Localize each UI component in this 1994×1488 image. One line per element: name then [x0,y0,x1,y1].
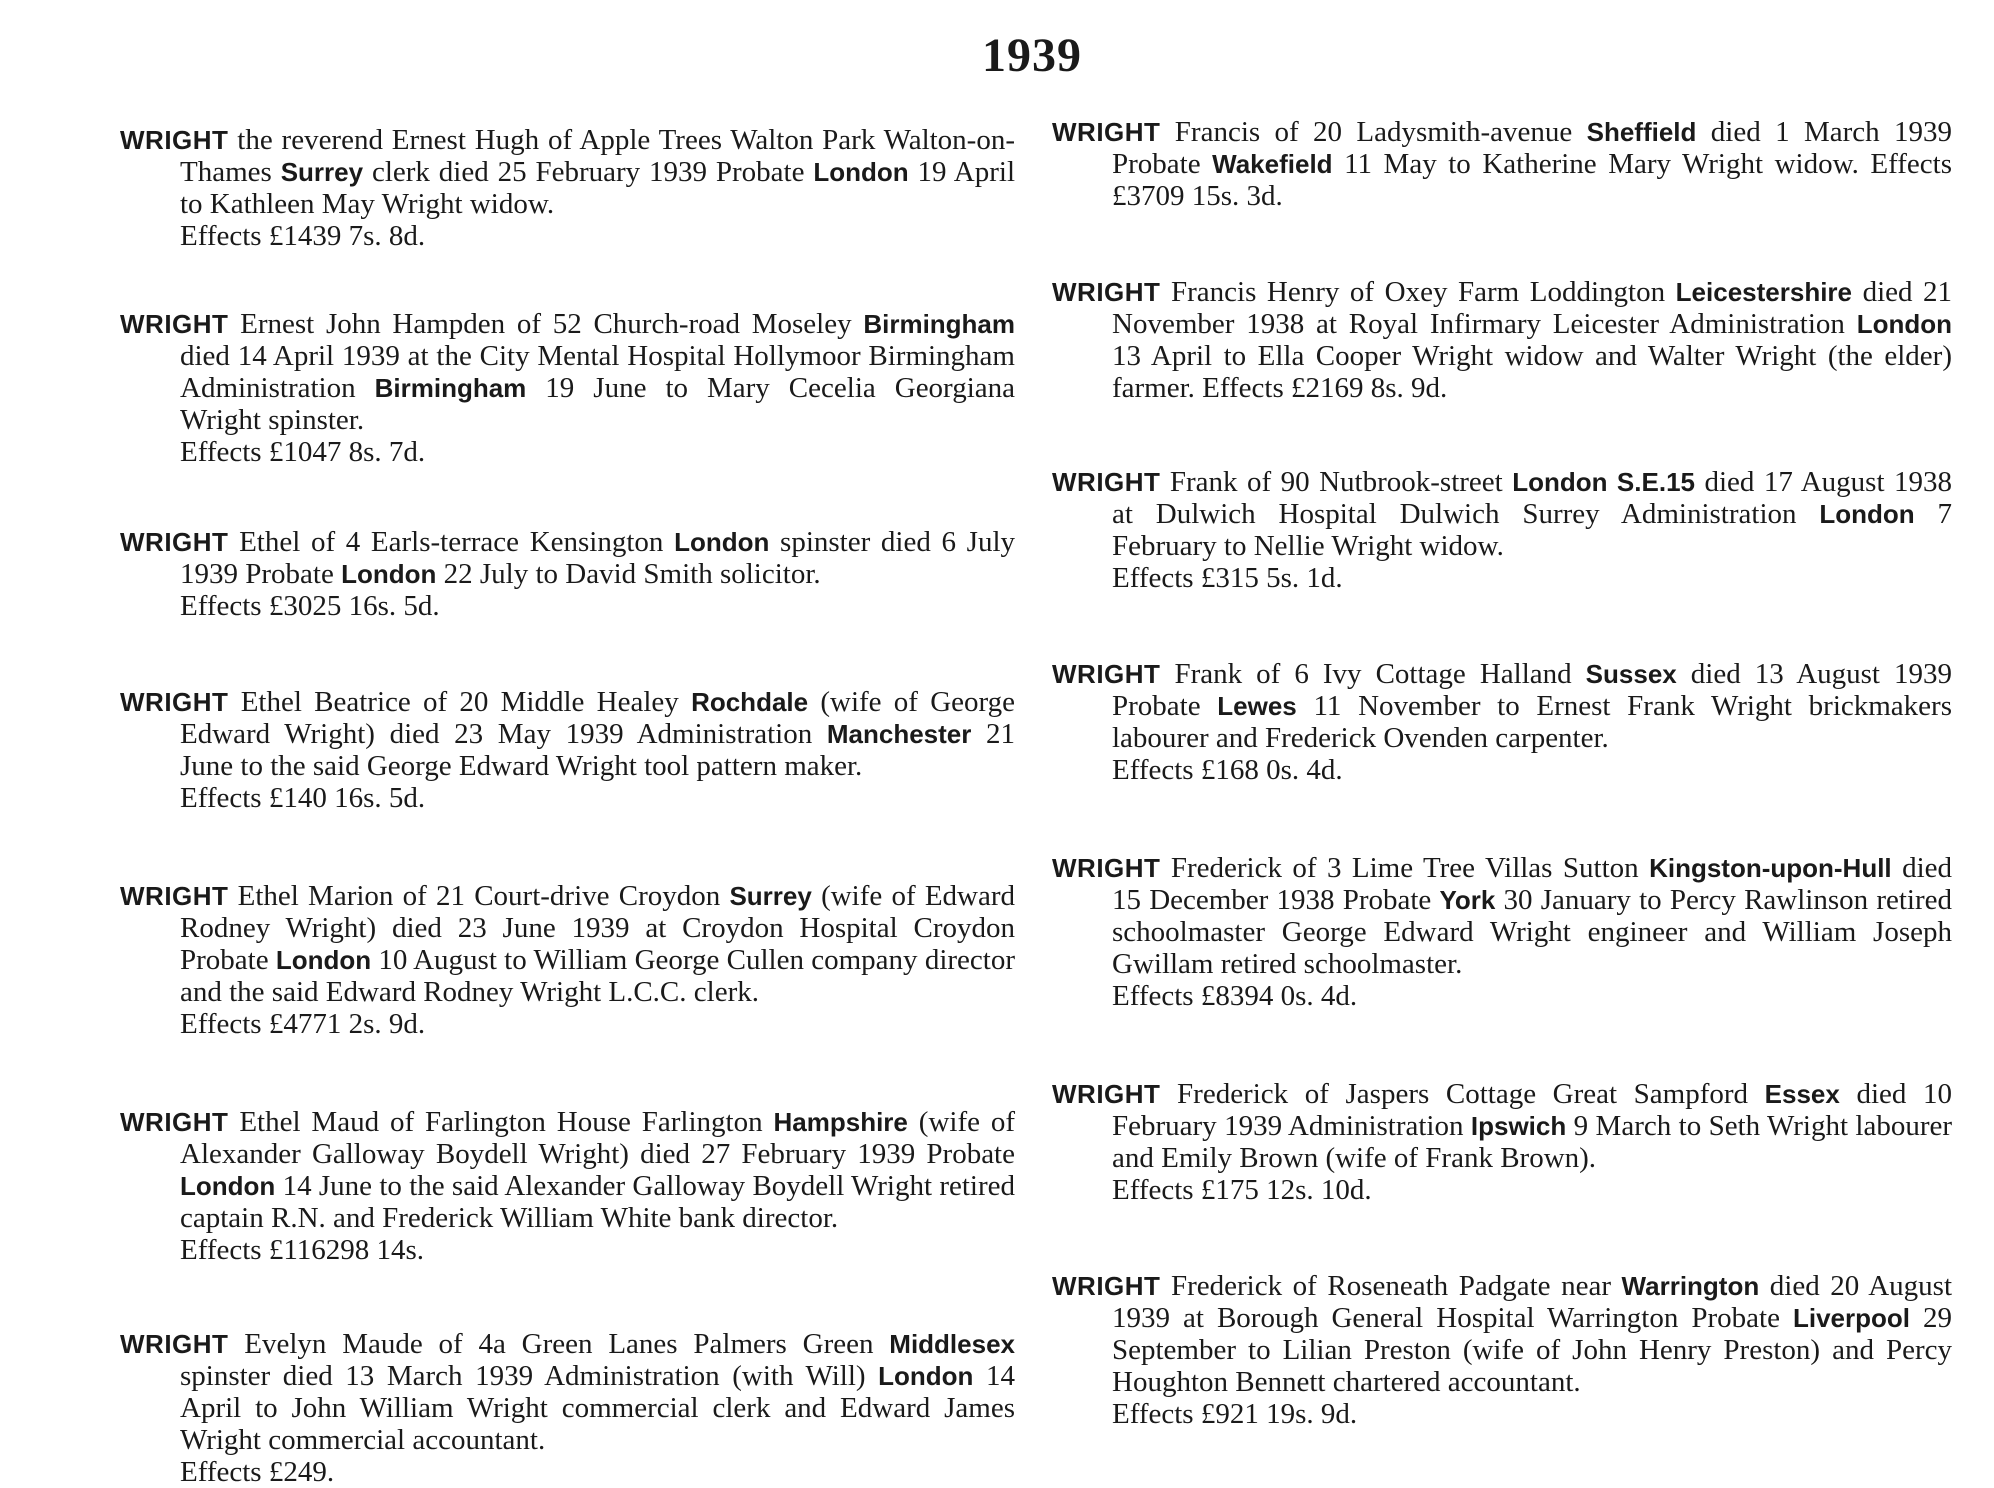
entry-registry: York [1439,885,1496,915]
entry-surname: WRIGHT [120,1329,229,1359]
entry-surname: WRIGHT [1052,659,1161,689]
probate-entry [120,1328,1015,1488]
entry-text: the reverend Ernest Hugh of Apple Trees Walton Park Walton-on-Thames [180,124,1015,188]
entry-effects: Effects £175 12s. 10d. [1112,1174,1372,1206]
entry-place: Leicestershire [1675,277,1852,307]
entry-registry: Birmingham [374,373,527,403]
entry-surname: WRIGHT [120,309,229,339]
entry-surname: WRIGHT [1052,1271,1161,1301]
entry-surname: WRIGHT [120,527,229,557]
probate-entry [1052,658,1952,786]
entry-text: spinster died 13 March 1939 Administration (with Will) [180,1360,866,1392]
entry-surname: WRIGHT [1052,467,1161,497]
entry-text: Frederick of Roseneath Padgate near [1170,1270,1611,1302]
entry-effects: Effects £2169 8s. 9d. [1202,372,1448,404]
entry-place: Essex [1764,1079,1840,1109]
entry-text: died 1 March 1939 Probate [1112,116,1953,180]
entry-text: Evelyn Maude of 4a Green Lanes Palmers Green [244,1328,874,1360]
entry-text: Francis Henry of Oxey Farm Loddington [1170,276,1666,308]
entry-text: Ethel Beatrice of 20 Middle Healey [240,686,679,718]
entry-text: 10 August to William George Cullen company director and the said Edward Rodney Wright L.C.C. clerk. [180,944,1015,1008]
entry-registry: London [341,559,437,589]
entry-effects: Effects £168 0s. 4d. [1112,754,1343,786]
entry-effects: Effects £116298 14s. [180,1234,425,1266]
entry-place: Sussex [1585,659,1677,689]
entry-registry: Liverpool [1792,1303,1910,1333]
entry-surname: WRIGHT [1052,1079,1161,1109]
entry-place: Surrey [280,157,364,187]
entry-surname: WRIGHT [120,125,229,155]
entry-surname: WRIGHT [1052,277,1161,307]
entry-text: Frank of 90 Nutbrook-street [1169,466,1503,498]
entry-place: Surrey [729,881,812,911]
entry-place: London [674,527,770,557]
entry-text: 11 May to Katherine Mary Wright widow. [1344,148,1859,180]
probate-entry [1052,1078,1952,1206]
entry-registry: Lewes [1217,691,1297,721]
entry-text: 29 September to Lilian Preston (wife of John Henry Preston) and Percy Houghton Bennett chartered accountant. [1112,1302,1953,1398]
entry-text: spinster died 6 July 1939 Probate [180,526,1016,590]
entry-text: 9 March to Seth Wright labourer and Emily Brown (wife of Frank Brown). [1112,1110,1953,1174]
entry-registry: London [1819,499,1915,529]
entry-effects: Effects £4771 2s. 9d. [180,1008,426,1040]
entry-text: 14 April to John William Wright commercial clerk and Edward James Wright commercial accountant. [180,1360,1016,1456]
probate-entry [120,526,1015,622]
entry-text: died 13 August 1939 Probate [1112,658,1953,722]
entry-registry: London [878,1361,974,1391]
entry-place: Middlesex [889,1329,1015,1359]
entry-place: Hampshire [773,1107,908,1137]
entry-text: Frank of 6 Ivy Cottage Halland [1174,658,1572,690]
entry-text: Ethel Maud of Farlington House Farlington [239,1106,763,1138]
entry-text: 21 June to the said George Edward Wright tool pattern maker. [180,718,1016,782]
entry-effects: Effects £3709 15s. 3d. [1112,148,1953,212]
probate-entry [1052,276,1952,404]
entry-text: 30 January to Percy Rawlinson retired schoolmaster George Edward Wright engineer and William Joseph Gwillam retired schoolmaster. [1112,884,1952,980]
entry-text: Francis of 20 Ladysmith-avenue [1174,116,1573,148]
entry-effects: Effects £8394 0s. 4d. [1112,980,1358,1012]
entry-effects: Effects £921 19s. 9d. [1112,1398,1358,1430]
entry-surname: WRIGHT [1052,853,1161,883]
probate-entry [1052,466,1952,594]
entry-surname: WRIGHT [120,881,229,911]
probate-entry [120,686,1015,814]
probate-entry [1052,852,1952,1012]
entry-registry: Wakefield [1212,149,1333,179]
entry-text: died 20 August 1939 at Borough General Hospital Warrington Probate [1112,1270,1953,1334]
entry-effects: Effects £140 16s. 5d. [180,782,426,814]
entry-text: clerk died 25 February 1939 Probate [371,156,805,188]
probate-entry [1052,1270,1952,1430]
probate-entry [120,308,1015,468]
entry-registry: London [1856,309,1952,339]
entry-surname: WRIGHT [120,1107,229,1137]
entry-place: Rochdale [691,687,809,717]
entry-text: (wife of Alexander Galloway Boydell Wright) died 27 February 1939 Probate [180,1106,1016,1170]
entry-effects: Effects £3025 16s. 5d. [180,590,440,622]
entry-registry: Ipswich [1470,1111,1567,1141]
entry-text: 13 April to Ella Cooper Wright widow and Walter Wright (the elder) farmer. [1112,340,1952,404]
entry-text: died 15 December 1938 Probate [1112,852,1953,916]
entry-place: Sheffield [1586,117,1697,147]
entry-text: 19 June to Mary Cecelia Georgiana Wright spinster. [180,372,1015,436]
entry-place: Kingston-upon-Hull [1649,853,1892,883]
entry-effects: Effects £249. [180,1456,335,1488]
page-year-heading: 1939 [982,29,1082,82]
entry-text: 14 June to the said Alexander Galloway Boydell Wright retired captain R.N. and Frederick William White bank director. [180,1170,1015,1234]
entry-text: (wife of Edward Rodney Wright) died 23 June 1939 at Croydon Hospital Croydon Probate [180,880,1016,976]
entry-text: 7 February to Nellie Wright widow. [1112,498,1953,562]
entry-text: died 17 August 1938 at Dulwich Hospital Dulwich Surrey Administration [1112,466,1952,530]
entry-text: 22 July to David Smith solicitor. [443,558,821,590]
entry-text: Ethel Marion of 21 Court-drive Croydon [237,880,721,912]
entry-surname: WRIGHT [1052,117,1161,147]
entry-text: Frederick of Jaspers Cottage Great Sampford [1177,1078,1749,1110]
entry-registry: Manchester [826,719,972,749]
entry-place: Birmingham [863,309,1016,339]
probate-entry [120,124,1015,252]
entry-place: London S.E.15 [1512,467,1695,497]
entry-text: 11 November to Ernest Frank Wright brickmakers labourer and Frederick Ovenden carpenter. [1112,690,1952,754]
entry-effects: Effects £315 5s. 1d. [1112,562,1343,594]
entry-effects: Effects £1047 8s. 7d. [180,436,426,468]
entry-text: Ernest John Hampden of 52 Church-road Moseley [240,308,852,340]
entry-registry: London [813,157,909,187]
entry-text: 19 April to Kathleen May Wright widow. [180,156,1016,220]
probate-entry [1052,116,1952,212]
entry-text: died 14 April 1939 at the City Mental Hospital Hollymoor Birmingham Administration [180,340,1015,404]
probate-entry [120,880,1015,1040]
entry-place: Warrington [1621,1271,1760,1301]
entry-effects: Effects £1439 7s. 8d. [180,220,426,252]
entry-text: Frederick of 3 Lime Tree Villas Sutton [1170,852,1639,884]
probate-entry [120,1106,1015,1266]
entry-text: died 10 February 1939 Administration [1112,1078,1953,1142]
entry-surname: WRIGHT [120,687,229,717]
entry-text: died 21 November 1938 at Royal Infirmary Leicester Administration [1112,276,1953,340]
entry-registry: London [180,1171,276,1201]
entry-registry: London [275,945,372,975]
entry-text: (wife of George Edward Wright) died 23 May 1939 Administration [180,686,1016,750]
entry-text: Ethel of 4 Earls-terrace Kensington [239,526,664,558]
